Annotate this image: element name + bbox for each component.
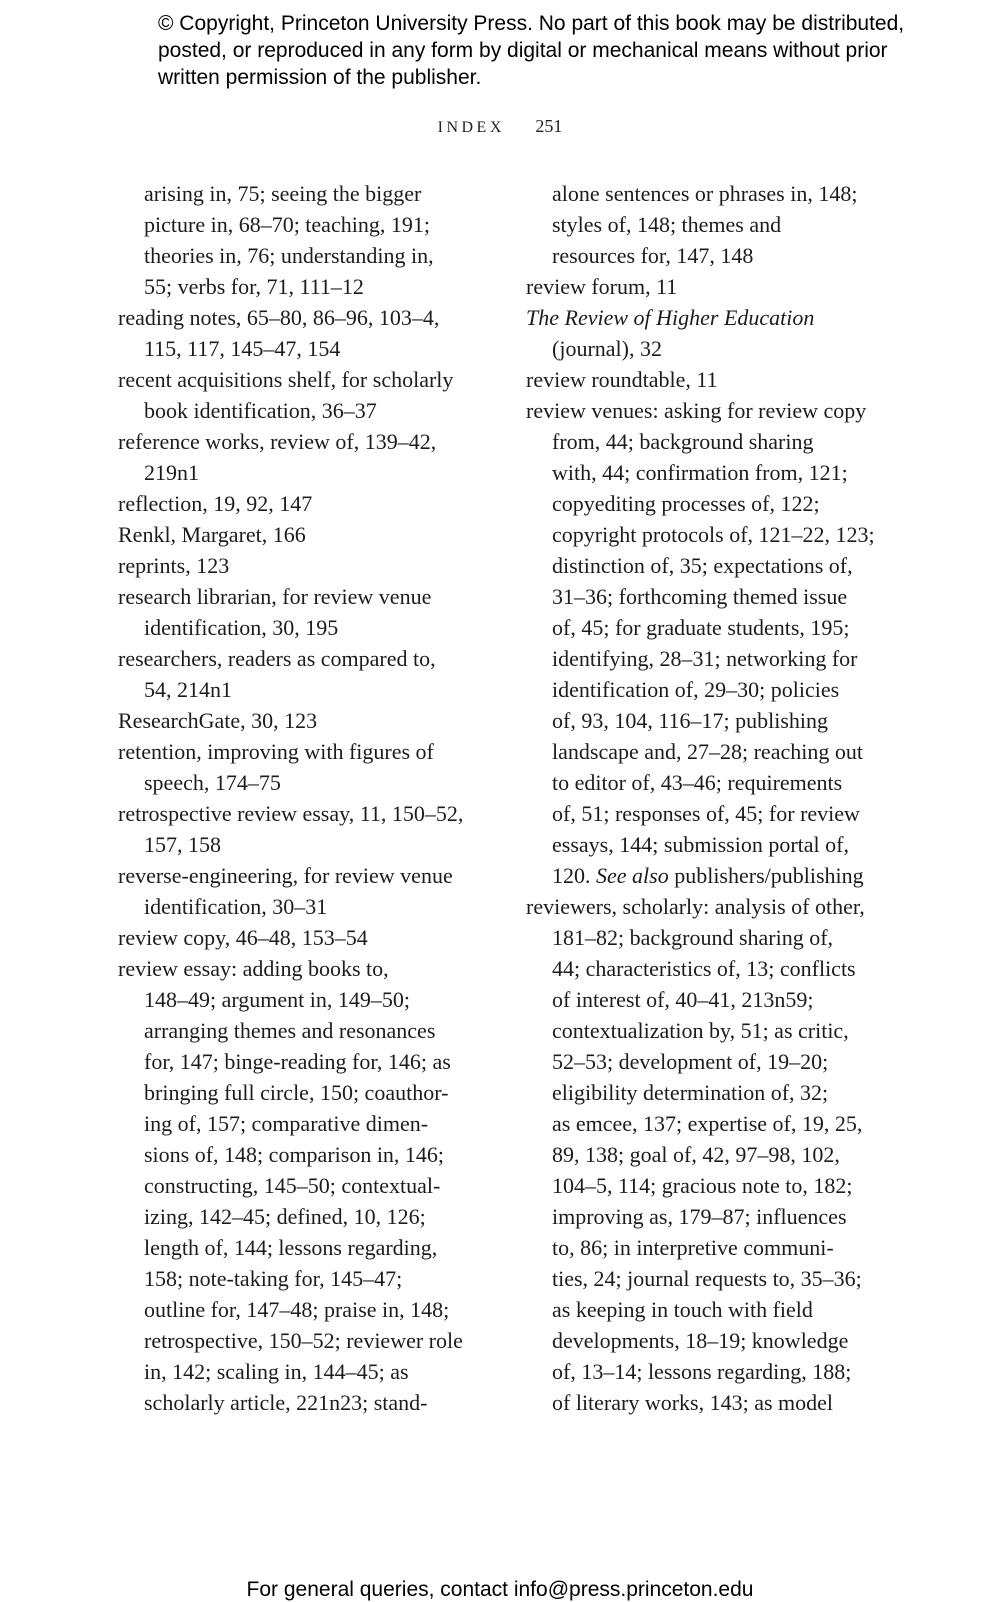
index-line-text: identification, 30, 195 — [144, 615, 339, 640]
index-line-text: 44; characteristics of, 13; conflicts — [552, 956, 856, 981]
index-line — [526, 860, 896, 891]
index-line-text: reviewers, scholarly: analysis of other, — [526, 894, 865, 919]
index-line-text: developments, 18–19; knowledge — [552, 1328, 849, 1353]
index-line — [118, 1232, 483, 1263]
index-line-text: as emcee, 137; expertise of, 19, 25, — [552, 1111, 863, 1136]
index-line-text: bringing full circle, 150; coauthor- — [144, 1080, 449, 1105]
index-line — [526, 1263, 896, 1294]
running-head-title: INDEX — [437, 119, 505, 136]
index-line — [118, 829, 483, 860]
index-line-text: researchers, readers as compared to, — [118, 646, 436, 671]
index-line — [118, 519, 483, 550]
index-line-text: with, 44; confirmation from, 121; — [552, 460, 848, 485]
index-line-text: length of, 144; lessons regarding, — [144, 1235, 438, 1260]
index-line — [526, 178, 896, 209]
index-line-text: 157, 158 — [144, 832, 221, 857]
index-line — [526, 1356, 896, 1387]
index-line — [118, 178, 483, 209]
index-line-text: resources for, 147, 148 — [552, 243, 754, 268]
index-line — [118, 705, 483, 736]
index-line — [118, 1015, 483, 1046]
index-line — [526, 1387, 896, 1418]
index-line — [118, 333, 483, 364]
index-line-text: of, 45; for graduate students, 195; — [552, 615, 850, 640]
index-line-text: as keeping in touch with field — [552, 1297, 813, 1322]
index-line-text: review roundtable, 11 — [526, 367, 718, 392]
index-line — [118, 767, 483, 798]
index-line — [118, 1139, 483, 1170]
index-line — [526, 767, 896, 798]
index-line — [118, 426, 483, 457]
index-line-text: 115, 117, 145–47, 154 — [144, 336, 341, 361]
index-line — [526, 1232, 896, 1263]
index-line — [118, 643, 483, 674]
index-line — [526, 209, 896, 240]
index-line-text: ResearchGate, 30, 123 — [118, 708, 318, 733]
index-line-text: copyediting processes of, 122; — [552, 491, 820, 516]
index-line-text: ties, 24; journal requests to, 35–36; — [552, 1266, 862, 1291]
index-line — [118, 860, 483, 891]
index-line — [118, 364, 483, 395]
index-line — [526, 705, 896, 736]
index-line-text: recent acquisitions shelf, for scholarly — [118, 367, 454, 392]
index-line-text: research librarian, for review venue — [118, 584, 432, 609]
index-line — [526, 488, 896, 519]
index-line — [526, 953, 896, 984]
index-line — [526, 457, 896, 488]
index-line-text: 219n1 — [144, 460, 199, 485]
index-column-left — [118, 178, 483, 1418]
see-also-target: publishers/publishing — [668, 863, 864, 888]
copyright-notice: © Copyright, Princeton University Press. No part of this book may be distributed, posted, or reproduced in any form by digital or mechanical means without prior written permission of the publisher. — [158, 12, 905, 89]
index-line — [526, 581, 896, 612]
index-line-text: styles of, 148; themes and — [552, 212, 782, 237]
index-line-text: outline for, 147–48; praise in, 148; — [144, 1297, 450, 1322]
index-line — [526, 1201, 896, 1232]
index-line-text: to editor of, 43–46; requirements — [552, 770, 843, 795]
index-line-text: of literary works, 143; as model — [552, 1390, 834, 1415]
index-line-text: 31–36; forthcoming themed issue — [552, 584, 848, 609]
index-line — [118, 953, 483, 984]
index-line — [526, 519, 896, 550]
running-head — [0, 116, 1000, 137]
index-line — [526, 271, 896, 302]
index-line — [118, 891, 483, 922]
index-line — [118, 1387, 483, 1418]
index-line-text: to, 86; in interpretive communi- — [552, 1235, 834, 1260]
index-line-text: eligibility determination of, 32; — [552, 1080, 829, 1105]
index-line — [118, 1170, 483, 1201]
index-line — [118, 1263, 483, 1294]
index-line — [118, 1201, 483, 1232]
index-line — [118, 1108, 483, 1139]
index-line-text: essays, 144; submission portal of, — [552, 832, 849, 857]
index-line-text: review venues: asking for review copy — [526, 398, 867, 423]
index-line — [118, 240, 483, 271]
index-line — [118, 302, 483, 333]
index-line — [526, 550, 896, 581]
index-line — [118, 209, 483, 240]
index-line-text: from, 44; background sharing — [552, 429, 814, 454]
index-line — [118, 674, 483, 705]
index-line — [118, 798, 483, 829]
index-line-text: review essay: adding books to, — [118, 956, 389, 981]
index-line-text: identification, 30–31 — [144, 894, 328, 919]
index-line — [118, 1356, 483, 1387]
index-line — [526, 1294, 896, 1325]
index-line-text: alone sentences or phrases in, 148; — [552, 181, 858, 206]
index-line-text: izing, 142–45; defined, 10, 126; — [144, 1204, 426, 1229]
index-line — [118, 488, 483, 519]
index-line-text: sions of, 148; comparison in, 146; — [144, 1142, 445, 1167]
index-line-text: 158; note-taking for, 145–47; — [144, 1266, 403, 1291]
index-line-text: 181–82; background sharing of, — [552, 925, 834, 950]
index-line-text: review forum, 11 — [526, 274, 678, 299]
index-line-text: theories in, 76; understanding in, — [144, 243, 434, 268]
index-line-text: review copy, 46–48, 153–54 — [118, 925, 368, 950]
index-line — [118, 1294, 483, 1325]
index-line-text: reading notes, 65–80, 86–96, 103–4, — [118, 305, 440, 330]
index-line — [526, 1139, 896, 1170]
index-line-text: 54, 214n1 — [144, 677, 232, 702]
index-line — [526, 674, 896, 705]
index-line — [118, 550, 483, 581]
index-line-text: reference works, review of, 139–42, — [118, 429, 437, 454]
index-line — [118, 581, 483, 612]
footer-contact: For general queries, contact info@press.princeton.edu — [246, 1578, 754, 1601]
index-line — [526, 1015, 896, 1046]
index-line-text: contextualization by, 51; as critic, — [552, 1018, 849, 1043]
index-line — [526, 891, 896, 922]
index-line-text: copyright protocols of, 121–22, 123; — [552, 522, 875, 547]
index-line-text: of, 13–14; lessons regarding, 188; — [552, 1359, 852, 1384]
index-line-text: of, 93, 104, 116–17; publishing — [552, 708, 829, 733]
index-line — [118, 271, 483, 302]
index-line-text: retention, improving with figures of — [118, 739, 434, 764]
index-line — [118, 922, 483, 953]
index-line-text: arising in, 75; seeing the bigger — [144, 181, 422, 206]
index-line-text: book identification, 36–37 — [144, 398, 377, 423]
index-line-text: identification of, 29–30; policies — [552, 677, 840, 702]
index-line — [118, 1046, 483, 1077]
index-line — [118, 1077, 483, 1108]
index-line-text: landscape and, 27–28; reaching out — [552, 739, 863, 764]
index-line — [526, 426, 896, 457]
index-line — [526, 643, 896, 674]
index-line — [118, 984, 483, 1015]
index-line-text: The Review of Higher Education — [526, 305, 815, 330]
index-line-text: of, 51; responses of, 45; for review — [552, 801, 860, 826]
index-line-text: reflection, 19, 92, 147 — [118, 491, 313, 516]
index-line-text: 120. — [552, 863, 596, 888]
index-line-text: identifying, 28–31; networking for — [552, 646, 858, 671]
index-line — [118, 1325, 483, 1356]
index-line — [526, 612, 896, 643]
index-line-text: in, 142; scaling in, 144–45; as — [144, 1359, 409, 1384]
index-line — [526, 302, 896, 333]
index-line — [526, 1325, 896, 1356]
index-line-text: 148–49; argument in, 149–50; — [144, 987, 411, 1012]
index-line — [526, 1108, 896, 1139]
index-line — [118, 736, 483, 767]
index-line-text: speech, 174–75 — [144, 770, 281, 795]
index-column-right — [526, 178, 896, 1418]
index-line — [526, 1046, 896, 1077]
index-line — [526, 922, 896, 953]
index-line — [526, 736, 896, 767]
index-line — [526, 1170, 896, 1201]
index-line-text: 89, 138; goal of, 42, 97–98, 102, — [552, 1142, 840, 1167]
index-line — [526, 395, 896, 426]
index-line-text: scholarly article, 221n23; stand- — [144, 1390, 428, 1415]
index-line — [526, 1077, 896, 1108]
index-line — [526, 798, 896, 829]
index-line-text: picture in, 68–70; teaching, 191; — [144, 212, 430, 237]
index-line-text: retrospective, 150–52; reviewer role — [144, 1328, 463, 1353]
see-also-label: See also — [596, 863, 669, 888]
index-line — [526, 333, 896, 364]
index-line-text: Renkl, Margaret, 166 — [118, 522, 306, 547]
index-line-text: 52–53; development of, 19–20; — [552, 1049, 829, 1074]
index-line-text: reprints, 123 — [118, 553, 230, 578]
index-line-text: retrospective review essay, 11, 150–52, — [118, 801, 464, 826]
index-line — [526, 829, 896, 860]
index-line-text: improving as, 179–87; influences — [552, 1204, 847, 1229]
index-line-text: arranging themes and resonances — [144, 1018, 436, 1043]
index-line-text: distinction of, 35; expectations of, — [552, 553, 853, 578]
index-line-text: for, 147; binge-reading for, 146; as — [144, 1049, 451, 1074]
index-line — [526, 240, 896, 271]
index-line — [118, 457, 483, 488]
index-line — [526, 364, 896, 395]
page-number: 251 — [535, 116, 563, 136]
index-line — [526, 984, 896, 1015]
index-line-text: constructing, 145–50; contextual- — [144, 1173, 441, 1198]
index-line-text: reverse-engineering, for review venue — [118, 863, 453, 888]
index-line-text: of interest of, 40–41, 213n59; — [552, 987, 814, 1012]
index-line — [118, 612, 483, 643]
index-line-text: ing of, 157; comparative dimen- — [144, 1111, 429, 1136]
index-line-text: 55; verbs for, 71, 111–12 — [144, 274, 364, 299]
index-line — [118, 395, 483, 426]
index-line-text: (journal), 32 — [552, 336, 662, 361]
index-line-text: 104–5, 114; gracious note to, 182; — [552, 1173, 853, 1198]
